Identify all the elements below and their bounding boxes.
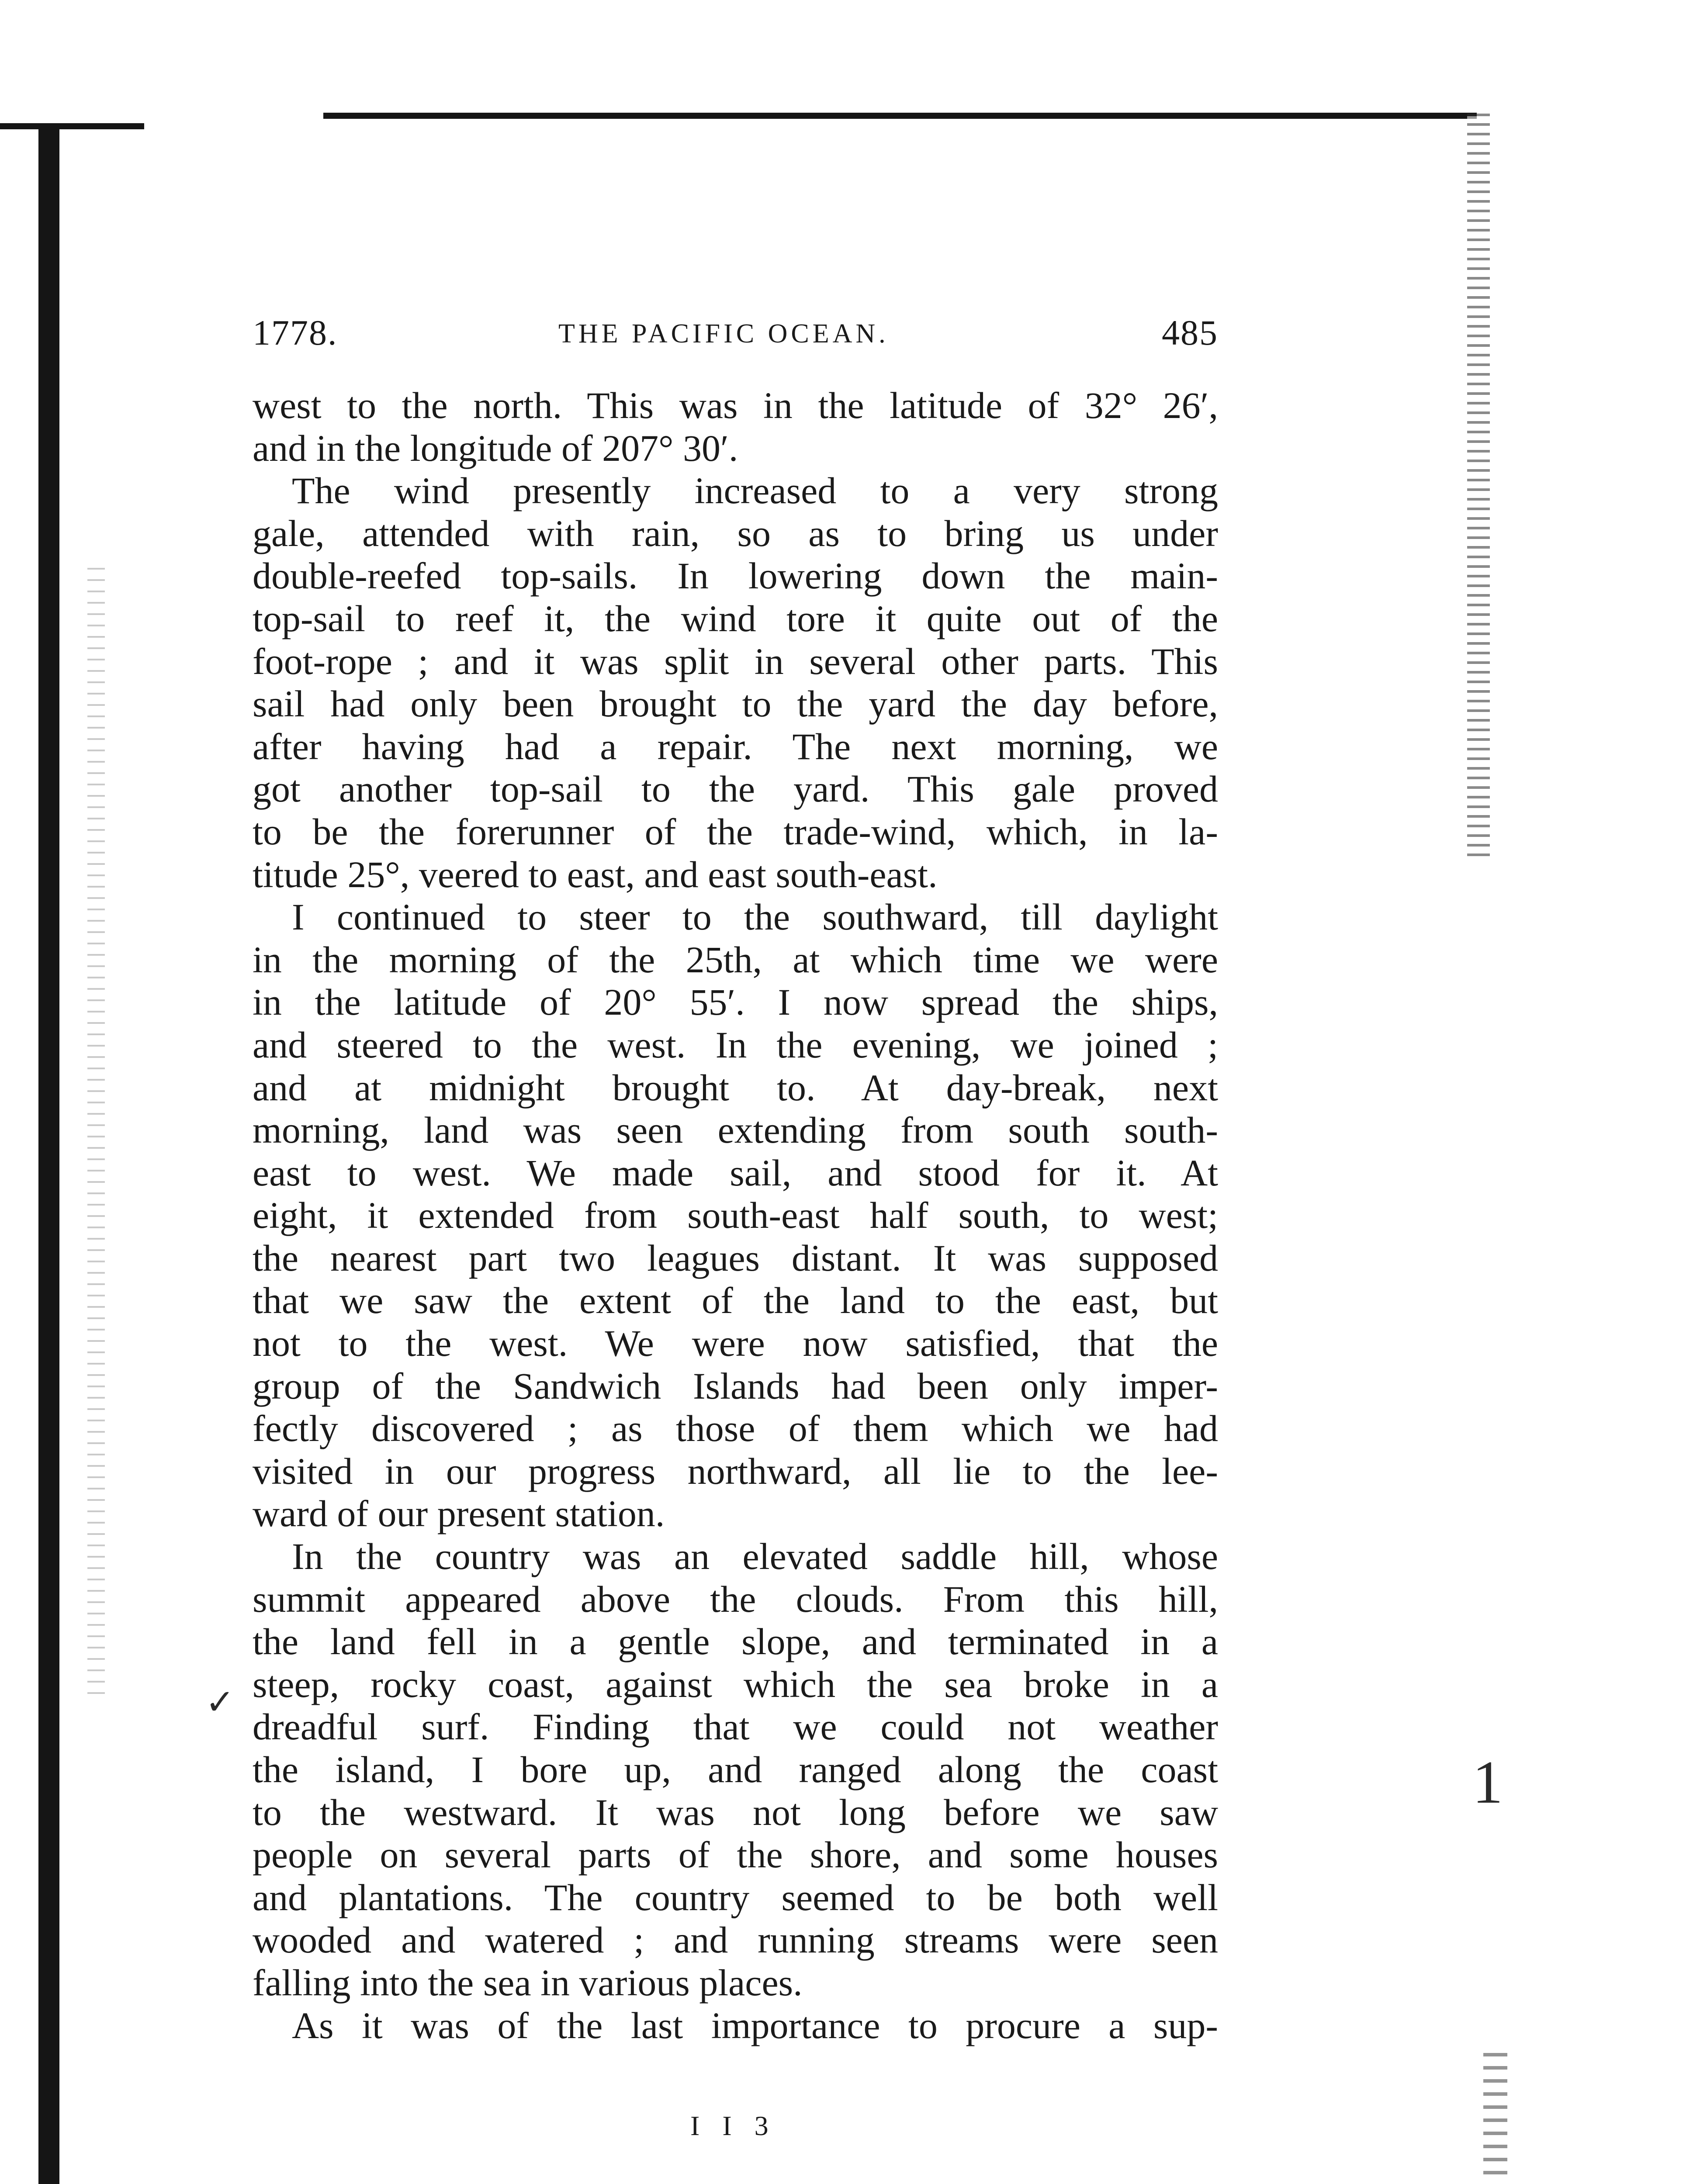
top-edge-artifact bbox=[323, 113, 1477, 119]
text-line: group of the Sandwich Islands had been only imper- bbox=[253, 1365, 1218, 1407]
text-line: and at midnight brought to. At day-break, next bbox=[253, 1066, 1218, 1109]
text-line: The wind presently increased to a very strong bbox=[292, 470, 1218, 512]
text-line: and steered to the west. In the evening, we joined ; bbox=[253, 1023, 1218, 1066]
gutter-speckle-artifact bbox=[87, 568, 105, 1704]
text-line: wooded and watered ; and running streams were seen bbox=[253, 1919, 1218, 1961]
text-line: not to the west. We were now satisfied, that the bbox=[253, 1322, 1218, 1365]
text-line: eight, it extended from south-east half south, to west; bbox=[253, 1194, 1218, 1237]
text-line: morning, land was seen extending from south south- bbox=[253, 1109, 1218, 1151]
text-line: the nearest part two leagues distant. It was supposed bbox=[253, 1237, 1218, 1279]
binding-head-artifact bbox=[0, 123, 144, 129]
fore-edge-artifact bbox=[1467, 114, 1490, 856]
text-line: summit appeared above the clouds. From this hill, bbox=[253, 1578, 1218, 1620]
margin-mark: ✓ bbox=[205, 1683, 235, 1722]
margin-mark: 1 bbox=[1472, 1749, 1503, 1816]
text-line: In the country was an elevated saddle hill, whose bbox=[292, 1535, 1218, 1578]
binding-edge-artifact bbox=[38, 127, 59, 2184]
text-line: titude 25°, veered to east, and east south-east. bbox=[253, 853, 938, 895]
text-line: west to the north. This was in the latitude of 32° 26′, bbox=[253, 384, 1218, 426]
fore-edge-lower-artifact bbox=[1483, 2053, 1507, 2184]
text-line: gale, attended with rain, so as to bring us under bbox=[253, 512, 1218, 554]
signature-mark: I I 3 bbox=[690, 2110, 776, 2141]
running-head bbox=[253, 312, 1218, 360]
text-line: and in the longitude of 207° 30′. bbox=[253, 427, 738, 469]
text-line: east to west. We made sail, and stood for it. At bbox=[253, 1151, 1218, 1194]
text-line: visited in our progress northward, all lie to the lee- bbox=[253, 1450, 1218, 1492]
text-line: dreadful surf. Finding that we could not weather bbox=[253, 1706, 1218, 1748]
text-line: I continued to steer to the southward, till daylight bbox=[292, 896, 1218, 938]
text-line: got another top-sail to the yard. This gale proved bbox=[253, 768, 1218, 810]
running-head-year: 1778. bbox=[253, 313, 338, 352]
text-line: the land fell in a gentle slope, and terminated in a bbox=[253, 1621, 1218, 1663]
page-number: 485 bbox=[1162, 313, 1218, 352]
text-line: sail had only been brought to the yard the day before, bbox=[253, 683, 1218, 725]
text-line: double-reefed top-sails. In lowering down the main- bbox=[253, 555, 1218, 597]
text-line: people on several parts of the shore, and some houses bbox=[253, 1834, 1218, 1876]
text-line: ward of our present station. bbox=[253, 1493, 665, 1535]
text-line: to the westward. It was not long before we saw bbox=[253, 1791, 1218, 1833]
text-line: falling into the sea in various places. bbox=[253, 1961, 803, 2004]
text-line: to be the forerunner of the trade-wind, which, in la- bbox=[253, 810, 1218, 853]
text-line: fectly discovered ; as those of them which we had bbox=[253, 1407, 1218, 1450]
text-line: in the latitude of 20° 55′. I now spread the ships, bbox=[253, 981, 1218, 1023]
text-line: top-sail to reef it, the wind tore it quite out of the bbox=[253, 597, 1218, 639]
text-line: foot-rope ; and it was split in several other parts. This bbox=[253, 640, 1218, 682]
running-head-title: THE PACIFIC OCEAN. bbox=[558, 319, 889, 349]
text-line: and plantations. The country seemed to be both well bbox=[253, 1876, 1218, 1918]
text-line: steep, rocky coast, against which the sea broke in a bbox=[253, 1663, 1218, 1705]
body-text bbox=[253, 384, 1218, 2047]
text-line: after having had a repair. The next morning, we bbox=[253, 725, 1218, 767]
text-line: in the morning of the 25th, at which time we were bbox=[253, 938, 1218, 981]
text-line: that we saw the extent of the land to the east, but bbox=[253, 1279, 1218, 1322]
text-line: the island, I bore up, and ranged along the coast bbox=[253, 1749, 1218, 1790]
text-line: As it was of the last importance to procure a sup- bbox=[292, 2004, 1218, 2046]
